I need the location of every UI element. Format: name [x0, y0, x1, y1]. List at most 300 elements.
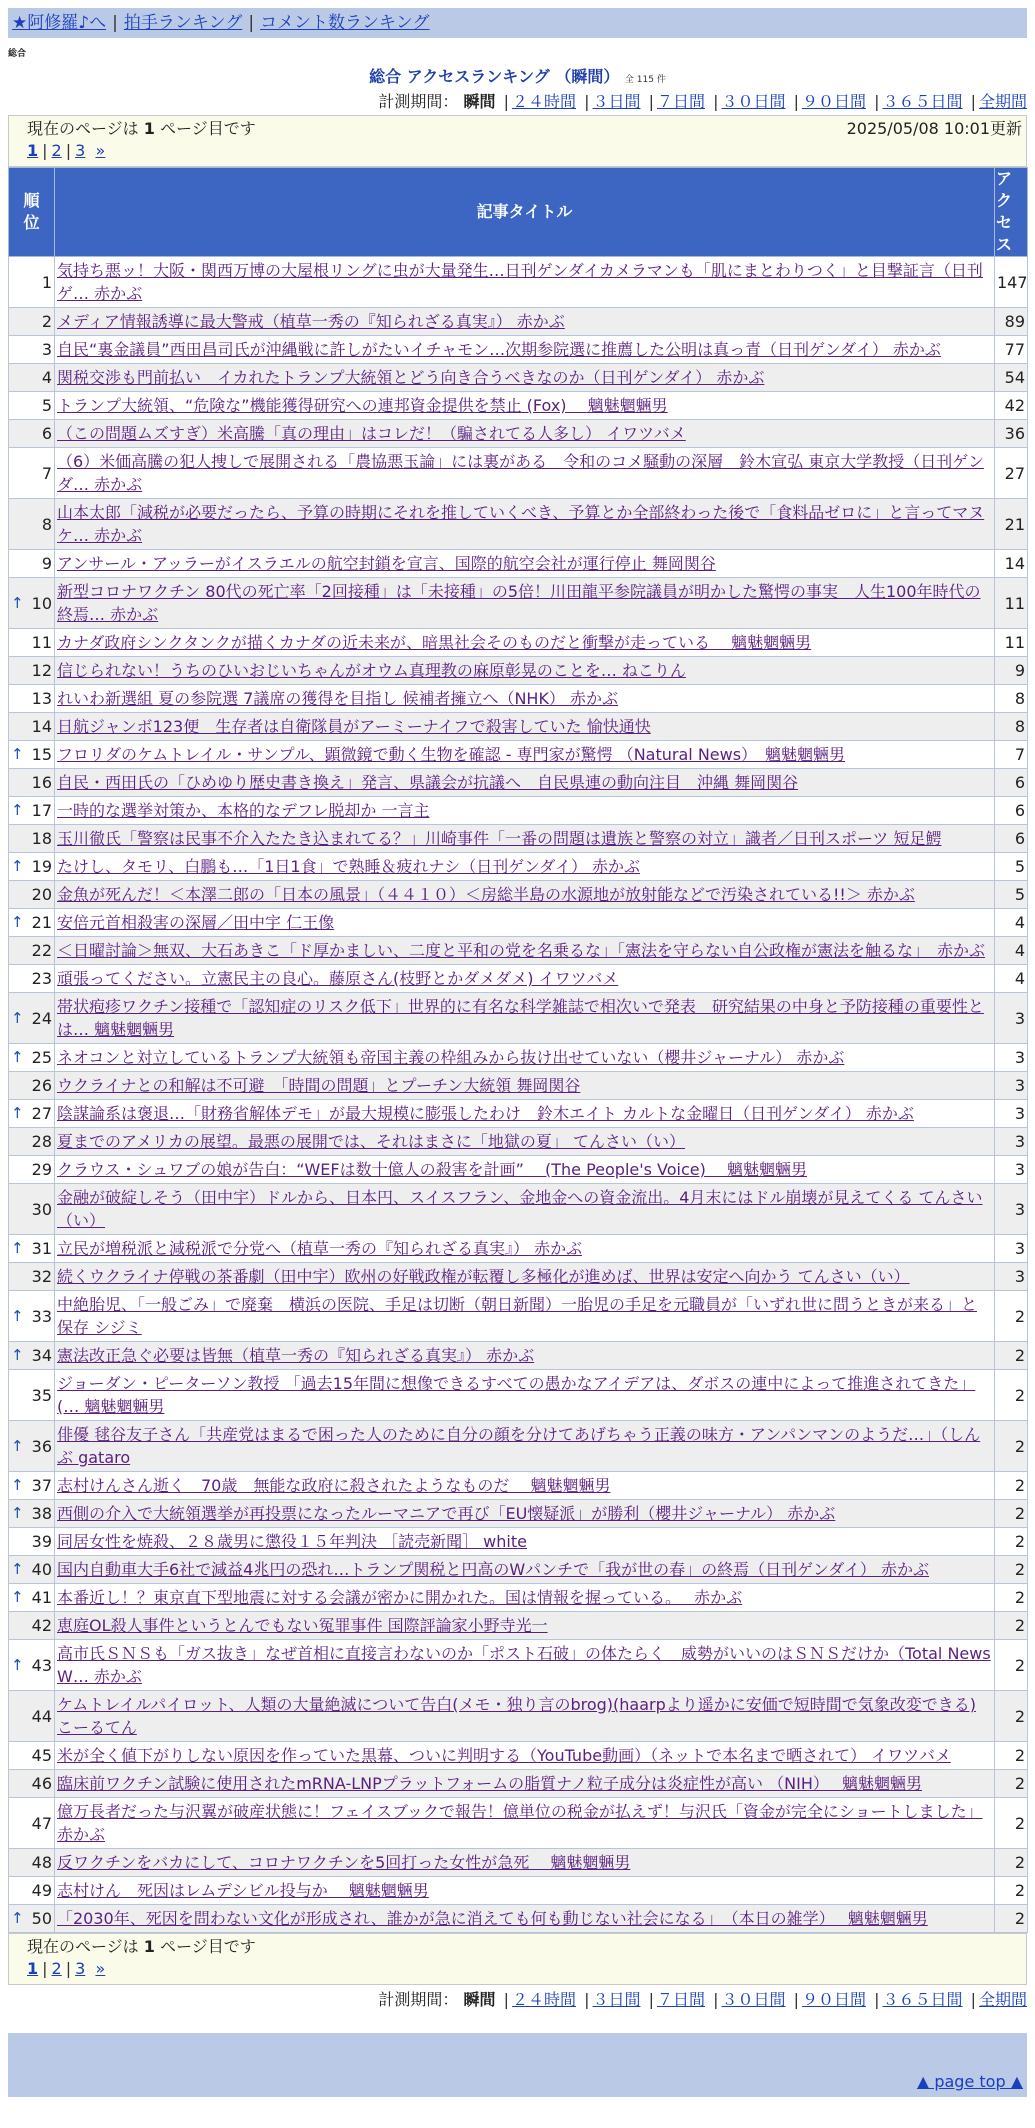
rank-cell — [9, 937, 55, 965]
rank-number: 50 — [31, 1909, 52, 1928]
article-title-link[interactable]: 憲法改正急ぐ必要は皆無（植草一秀の『知られざる真実』） 赤かぶ — [57, 1346, 535, 1365]
rank-number: 1 — [41, 272, 52, 292]
rank-cell — [9, 1640, 55, 1691]
table-row — [9, 420, 1028, 448]
access-count: 2 — [995, 1877, 1028, 1905]
table-row — [9, 629, 1028, 657]
rank-cell — [9, 881, 55, 909]
rank-up-arrow-icon: ↑ — [11, 1476, 24, 1494]
article-title-link[interactable]: 信じられない！うちのひいおじいちゃんがオウム真理教の麻原彰晃のことを… ねこりん — [57, 661, 686, 680]
rank-number: 44 — [31, 1706, 52, 1726]
nav-link-comment-ranking[interactable]: コメント数ランキング — [260, 13, 430, 33]
article-title-link[interactable]: 新型コロナワクチン 80代の死亡率「2回接種」は「未接種」の5倍！川田龍平参院議員が明かした驚愕の事実 人生100年時代の終焉… 赤かぶ — [57, 582, 981, 624]
rank-cell — [9, 1612, 55, 1640]
table-header-row — [9, 168, 1028, 257]
period-link-24h[interactable]: ２４時間 — [511, 1990, 576, 2009]
article-title-link[interactable]: カナダ政府シンクタンクが描くカナダの近未来が、暗黒社会そのものだと衝撃が走っている 魑魅魍魎男 — [57, 633, 812, 652]
access-count: 7 — [995, 741, 1028, 769]
rank-number: 16 — [31, 773, 52, 792]
rank-number: 36 — [31, 1436, 52, 1456]
article-title-link[interactable]: 同居女性を焼殺、２８歳男に懲役１５年判決 ［読売新聞］ white — [57, 1532, 527, 1551]
article-title-link[interactable]: 西側の介入で大統領選挙が再投票になったルーマニアで再び「EU懐疑派」が勝利（櫻井ジャーナル） 赤かぶ — [57, 1504, 836, 1523]
table-row — [9, 713, 1028, 741]
article-title-link[interactable]: 関税交渉も門前払い イカれたトランプ大統領とどう向き合うべきなのか（日刊ゲンダイ） 赤かぶ — [57, 368, 765, 387]
rank-up-arrow-icon: ↑ — [11, 745, 24, 763]
article-title-link[interactable]: 高市氏ＳＮＳも「ガス抜き」なぜ首相に直接言わないのか「ポスト石破」の体たらく 威勢がいいのはＳＮＳだけか（Total News W… 赤かぶ — [57, 1644, 991, 1686]
access-count: 2 — [995, 1798, 1028, 1849]
table-row — [9, 1128, 1028, 1156]
table-row — [9, 1877, 1028, 1905]
table-row — [9, 499, 1028, 550]
access-count: 3 — [995, 1156, 1028, 1184]
title-cell — [55, 1128, 995, 1156]
access-count: 6 — [995, 825, 1028, 853]
updated-timestamp: 2025/05/08 10:01更新 — [846, 119, 1022, 138]
period-link-30d[interactable]: ３０日間 — [721, 92, 786, 111]
pager-next[interactable]: » — [95, 141, 106, 160]
table-row — [9, 336, 1028, 364]
title-cell — [55, 550, 995, 578]
article-title-link[interactable]: （この問題ムズすぎ）米高騰「真の理由」はコレだ！（騙されてる人多し） イワツバメ — [57, 424, 686, 443]
rank-cell — [9, 1291, 55, 1342]
rank-cell — [9, 1905, 55, 1933]
period-selector-bottom: 計測期間： 瞬間 | ２４時間 | ３日間 | ７日間 | ３０日間 | ９０日間 | ３６５日間 | 全期間 — [378, 1990, 1027, 2009]
rank-cell — [9, 308, 55, 336]
article-title-link[interactable]: 続くウクライナ停戦の茶番劇（田中宇）欧州の好戦政権が転覆し多極化が進めば、世界は安定へ向かう てんさい（い） — [57, 1267, 910, 1286]
access-count: 36 — [995, 420, 1028, 448]
article-title-link[interactable]: 米が全く値下がりしない原因を作っていた黒幕、ついに判明する（YouTube動画）（ネットで本名まで晒されて） イワツバメ — [57, 1746, 951, 1765]
rank-number: 17 — [31, 801, 52, 820]
access-count: 4 — [995, 965, 1028, 993]
rank-cell — [9, 1184, 55, 1235]
table-row — [9, 1472, 1028, 1500]
total-count: 全 115 件 — [624, 75, 666, 85]
rank-number: 5 — [41, 396, 52, 415]
pager-page-1[interactable]: 1 — [27, 141, 39, 160]
rank-number: 45 — [31, 1746, 52, 1765]
rank-cell — [9, 257, 55, 308]
table-row — [9, 909, 1028, 937]
access-count: 5 — [995, 881, 1028, 909]
access-count: 54 — [995, 364, 1028, 392]
title-cell — [55, 1849, 995, 1877]
article-title-link[interactable]: ウクライナとの和解は不可避 「時間の問題」とプーチン大統領 舞岡関谷 — [57, 1076, 581, 1095]
article-title-link[interactable]: 金魚が死んだ！＜本澤二郎の「日本の風景」（４４１０）＜房総半島の水源地が放射能などで汚染されている!!＞ 赤かぶ — [57, 885, 915, 904]
rank-number: 26 — [31, 1076, 52, 1095]
header-access: アクセス — [995, 168, 1028, 257]
article-title-link[interactable]: 立民が増税派と減税派で分党へ（植草一秀の『知られざる真実』） 赤かぶ — [57, 1239, 583, 1258]
table-row — [9, 1770, 1028, 1798]
table-row — [9, 1044, 1028, 1072]
rank-cell — [9, 1156, 55, 1184]
article-title-link[interactable]: 気持ち悪ッ！大阪・関西万博の大屋根リングに虫が大量発生…日刊ゲンダイカメラマンも「肌にまとわりつく」と目撃証言（日刊ゲ… 赤かぶ — [57, 261, 983, 303]
article-title-link[interactable]: 恵庭OL殺人事件というとんでもない冤罪事件 国際評論家小野寺光一 — [57, 1616, 548, 1635]
table-row — [9, 257, 1028, 308]
rank-number: 14 — [31, 717, 52, 736]
pager-page-2[interactable]: 2 — [51, 1959, 62, 1978]
rank-number: 48 — [31, 1853, 52, 1872]
rank-cell — [9, 1235, 55, 1263]
rank-up-arrow-icon: ↑ — [11, 593, 24, 612]
title-cell — [55, 1612, 995, 1640]
access-count: 89 — [995, 308, 1028, 336]
access-count: 5 — [995, 853, 1028, 881]
rank-up-arrow-icon: ↑ — [11, 1909, 24, 1927]
pager-top: 1 | 2 | 3 » — [27, 141, 106, 160]
current-page-number: 1 — [143, 1937, 155, 1956]
table-row — [9, 657, 1028, 685]
article-title-link[interactable]: （6）米価高騰の犯人捜しで展開される「農協悪玉論」には裏がある 令和のコメ騒動の深層 鈴木宣弘 東京大学教授（日刊ゲンダ… 赤かぶ — [57, 452, 984, 494]
title-cell — [55, 1905, 995, 1933]
title-cell — [55, 1291, 995, 1342]
table-row — [9, 741, 1028, 769]
nav-separator: | — [112, 13, 118, 33]
pager-page-3[interactable]: 3 — [75, 141, 86, 160]
access-count: 8 — [995, 685, 1028, 713]
rank-number: 7 — [41, 463, 52, 483]
access-count: 4 — [995, 909, 1028, 937]
nav-separator: | — [248, 13, 255, 33]
period-link-3d[interactable]: ３日間 — [592, 1990, 641, 2009]
period-link-90d[interactable]: ９０日間 — [801, 92, 866, 111]
table-row — [9, 1263, 1028, 1291]
article-title-link[interactable]: メディア情報誘導に最大警戒（植草一秀の『知られざる真実』） 赤かぶ — [57, 312, 565, 331]
period-link-all[interactable]: 全期間 — [978, 1990, 1027, 2009]
rank-up-arrow-icon: ↑ — [11, 1239, 24, 1257]
rank-up-arrow-icon: ↑ — [11, 1008, 24, 1027]
article-title-link[interactable]: 「2030年、死因を問わない文化が形成され、誰かが急に消えても何も動じない社会になる」 （本日の雑学） 魑魅魍魎男 — [57, 1909, 928, 1928]
title-cell — [55, 308, 995, 336]
rank-cell — [9, 1798, 55, 1849]
title-cell — [55, 769, 995, 797]
rank-cell — [9, 392, 55, 420]
article-title-link[interactable]: トランプ大統領、“危険な”機能獲得研究への連邦資金提供を禁止 (Fox) 魑魅魍魎男 — [57, 396, 668, 415]
article-title-link[interactable]: 金融が破綻しそう（田中宇）ドルから、日本円、スイスフラン、金地金への資金流出。4月末にはドル崩壊が見えてくる てんさい（い） — [57, 1188, 983, 1230]
table-row — [9, 1100, 1028, 1128]
rank-number: 33 — [31, 1306, 52, 1326]
rank-number: 2 — [41, 312, 52, 331]
table-row — [9, 769, 1028, 797]
title-cell — [55, 1235, 995, 1263]
rank-number: 43 — [31, 1655, 52, 1675]
pager-page-2[interactable]: 2 — [51, 141, 62, 160]
period-link-365d[interactable]: ３６５日間 — [882, 1990, 963, 2009]
rank-number: 41 — [31, 1588, 52, 1607]
table-row — [9, 448, 1028, 499]
rank-cell — [9, 1128, 55, 1156]
access-count: 2 — [995, 1342, 1028, 1370]
access-count: 9 — [995, 657, 1028, 685]
ranking-table — [8, 167, 1028, 1933]
article-title-link[interactable]: フロリダのケムトレイル・サンプル、顕微鏡で動く生物を確認 - 専門家が驚愕 （Natural News） 魑魅魍魎男 — [57, 745, 846, 764]
table-row — [9, 550, 1028, 578]
rank-up-arrow-icon: ↑ — [11, 801, 24, 819]
rank-number: 20 — [31, 885, 52, 904]
title-cell — [55, 741, 995, 769]
header-title: 記事タイトル — [55, 168, 995, 257]
rank-number: 28 — [31, 1132, 52, 1151]
title-cell — [55, 909, 995, 937]
rank-cell — [9, 1770, 55, 1798]
rank-number: 11 — [31, 633, 52, 652]
period-link-7d[interactable]: ７日間 — [656, 92, 705, 111]
access-count: 3 — [995, 1072, 1028, 1100]
rank-number: 6 — [41, 424, 52, 443]
table-row — [9, 1342, 1028, 1370]
table-row — [9, 364, 1028, 392]
title-cell — [55, 937, 995, 965]
access-count: 2 — [995, 1849, 1028, 1877]
page-title-row — [0, 64, 1035, 87]
rank-number: 42 — [31, 1616, 52, 1635]
rank-up-arrow-icon: ↑ — [11, 1436, 24, 1455]
access-count: 2 — [995, 1421, 1028, 1472]
rank-number: 46 — [31, 1774, 52, 1793]
access-count: 3 — [995, 1235, 1028, 1263]
title-cell — [55, 965, 995, 993]
rank-number: 40 — [31, 1560, 52, 1579]
period-label: 計測期間： — [378, 1990, 459, 2009]
title-cell — [55, 364, 995, 392]
rank-cell — [9, 825, 55, 853]
article-title-link[interactable]: 陰謀論系は褒退…「財務省解体デモ」が最大規模に膨張したわけ 鈴木エイト カルトな金曜日（日刊ゲンダイ） 赤かぶ — [57, 1104, 914, 1123]
title-cell — [55, 336, 995, 364]
title-cell — [55, 1370, 995, 1421]
table-row — [9, 853, 1028, 881]
pager-bottom: 1 | 2 | 3 » — [27, 1959, 106, 1978]
table-row — [9, 1235, 1028, 1263]
title-cell — [55, 1263, 995, 1291]
article-title-link[interactable]: 帯状疱疹ワクチン接種で「認知症のリスク低下」世界的に有名な科学雑誌で相次いで発表 研究結果の中身と予防接種の重要性とは… 魑魅魍魎男 — [57, 997, 984, 1039]
article-title-link[interactable]: ジョーダン・ピーターソン教授 「過去15年間に想像できるすべての愚かなアイデアは、ダボスの連中によって推進されてきた」(… 魑魅魍魎男 — [57, 1374, 976, 1416]
rank-number: 49 — [31, 1881, 52, 1900]
article-title-link[interactable]: 俳優 毬谷友子さん「共産党はまるで困った人のために自分の顔を分けてあげちゃう正義の味方・アンパンマンのようだ…」（しんぶ gataro — [57, 1425, 981, 1467]
rank-number: 37 — [31, 1476, 52, 1495]
title-cell — [55, 1798, 995, 1849]
rank-number: 4 — [41, 368, 52, 387]
table-row — [9, 1612, 1028, 1640]
rank-cell — [9, 1472, 55, 1500]
title-cell — [55, 881, 995, 909]
top-nav-bar — [8, 8, 1027, 38]
title-cell — [55, 797, 995, 825]
table-row — [9, 965, 1028, 993]
access-count: 42 — [995, 392, 1028, 420]
title-cell — [55, 853, 995, 881]
access-count: 2 — [995, 1905, 1028, 1933]
table-row — [9, 1849, 1028, 1877]
rank-cell — [9, 1849, 55, 1877]
rank-cell — [9, 993, 55, 1044]
table-row — [9, 1500, 1028, 1528]
title-cell — [55, 1742, 995, 1770]
article-title-link[interactable]: れいわ新選組 夏の参院選 7議席の獲得を目指し 候補者擁立へ（NHK） 赤かぶ — [57, 689, 619, 708]
rank-number: 24 — [31, 1008, 52, 1028]
table-row — [9, 1370, 1028, 1421]
title-cell — [55, 629, 995, 657]
article-title-link[interactable]: ケムトレイルパイロット、人類の大量絶滅について告白(メモ・独り言のbrog)(haarpより遥かに安価で短時間で気象改変できる) こーるてん — [57, 1695, 976, 1737]
rank-cell — [9, 1044, 55, 1072]
title-cell — [55, 1528, 995, 1556]
title-cell — [55, 392, 995, 420]
article-title-link[interactable]: 志村けん 死因はレムデシビル投与か 魑魅魍魎男 — [57, 1881, 429, 1900]
rank-cell — [9, 1500, 55, 1528]
period-link-24h[interactable]: ２４時間 — [511, 92, 576, 111]
table-row — [9, 937, 1028, 965]
article-title-link[interactable]: 中絶胎児、「一般ごみ」で廃棄 横浜の医院、手足は切断（朝日新聞）一胎児の手足を元職員が「いずれ世に問うときが来る」と保存 シジミ — [57, 1295, 978, 1337]
rank-cell — [9, 1342, 55, 1370]
access-count: 21 — [995, 499, 1028, 550]
article-title-link[interactable]: ＜日曜討論＞無双、大石あきこ「ド厚かましい、二度と平和の党を名乗るな」「憲法を守らない自公政権が憲法を触るな」 赤かぶ — [57, 941, 986, 960]
rank-cell — [9, 1742, 55, 1770]
title-cell — [55, 825, 995, 853]
rank-number: 18 — [31, 829, 52, 848]
article-title-link[interactable]: 安倍元首相殺害の深層／田中宇 仁王像 — [57, 913, 335, 932]
access-count: 2 — [995, 1556, 1028, 1584]
header-rank: 順位 — [9, 168, 55, 257]
table-row — [9, 1905, 1028, 1933]
page-title: 総合 アクセスランキング （瞬間） — [369, 67, 620, 86]
page-info-bottom — [8, 1933, 1027, 1985]
title-cell — [55, 713, 995, 741]
article-title-link[interactable]: 志村けんさん逝く 70歳 無能な政府に殺されたようなものだ 魑魅魍魎男 — [57, 1476, 611, 1495]
rank-cell — [9, 769, 55, 797]
rank-cell — [9, 1072, 55, 1100]
rank-cell — [9, 499, 55, 550]
rank-number: 10 — [31, 593, 52, 613]
rank-cell — [9, 550, 55, 578]
access-count: 2 — [995, 1500, 1028, 1528]
access-count: 3 — [995, 1128, 1028, 1156]
article-title-link[interactable]: 反ワクチンをバカにして、コロナワクチンを5回打った女性が急死 魑魅魍魎男 — [57, 1853, 631, 1872]
title-cell — [55, 1184, 995, 1235]
access-count: 3 — [995, 993, 1028, 1044]
rank-number: 9 — [41, 554, 52, 573]
article-title-link[interactable]: 自民“裏金議員”西田昌司氏が沖縄戦に許しがたいイチャモン…次期参院選に推薦した公明は真っ青（日刊ゲンダイ） 赤かぶ — [57, 340, 941, 359]
article-title-link[interactable]: アンサール・アッラーがイスラエルの航空封鎖を宣言、国際的航空会社が運行停止 舞岡関谷 — [57, 554, 716, 573]
rank-number: 35 — [31, 1385, 52, 1405]
table-row — [9, 685, 1028, 713]
period-label: 計測期間： — [378, 92, 459, 111]
table-row — [9, 308, 1028, 336]
rank-up-arrow-icon: ↑ — [11, 1560, 24, 1578]
table-row — [9, 993, 1028, 1044]
rank-cell — [9, 1370, 55, 1421]
current-page-number: 1 — [143, 119, 155, 138]
title-cell — [55, 1691, 995, 1742]
article-title-link[interactable]: 夏までのアメリカの展望。最悪の展開では、それはまさに「地獄の夏」 てんさい（い） — [57, 1132, 685, 1151]
access-count: 2 — [995, 1528, 1028, 1556]
article-title-link[interactable]: 山本太郎「減税が必要だったら、予算の時期にそれを推していくべき、予算とか全部終わった後で「食料品ゼロに」と言ってマヌケ… 赤かぶ — [57, 503, 985, 545]
rank-number: 21 — [31, 913, 52, 932]
period-link-7d[interactable]: ７日間 — [656, 1990, 705, 2009]
rank-number: 34 — [31, 1346, 52, 1365]
rank-number: 23 — [31, 969, 52, 988]
rank-cell — [9, 741, 55, 769]
period-link-30d[interactable]: ３０日間 — [721, 1990, 786, 2009]
article-title-link[interactable]: 本番近し！？東京直下型地震に対する会議が密かに開かれた。国は情報を握っている。 赤かぶ — [57, 1588, 743, 1607]
access-count: 3 — [995, 1263, 1028, 1291]
article-title-link[interactable]: ネオコンと対立しているトランプ大統領も帝国主義の枠組みから抜け出せていない（櫻井ジャーナル） 赤かぶ — [57, 1048, 845, 1067]
article-title-link[interactable]: 臨床前ワクチン試験に使用されたmRNA-LNPプラットフォームの脂質ナノ粒子成分は炎症性が高い （NIH） 魑魅魍魎男 — [57, 1774, 922, 1793]
access-count: 11 — [995, 578, 1028, 629]
rank-number: 25 — [31, 1048, 52, 1067]
rank-number: 12 — [31, 661, 52, 680]
pager-page-3[interactable]: 3 — [75, 1959, 86, 1978]
pager-page-1[interactable]: 1 — [27, 1959, 39, 1978]
rank-up-arrow-icon: ↑ — [11, 857, 24, 875]
title-cell — [55, 257, 995, 308]
rank-up-arrow-icon: ↑ — [11, 1104, 24, 1122]
access-count: 11 — [995, 629, 1028, 657]
access-count: 2 — [995, 1370, 1028, 1421]
access-count: 3 — [995, 1100, 1028, 1128]
table-row — [9, 1798, 1028, 1849]
table-row — [9, 1421, 1028, 1472]
period-current: 瞬間 — [463, 1990, 496, 2009]
table-row — [9, 392, 1028, 420]
article-title-link[interactable]: 国内自動車大手6社で減益4兆円の恐れ…トランプ関税と円高のWパンチで「我が世の春」の終焉（日刊ゲンダイ） 赤かぶ — [57, 1560, 929, 1579]
title-cell — [55, 1342, 995, 1370]
period-link-3d[interactable]: ３日間 — [592, 92, 641, 111]
rank-cell — [9, 336, 55, 364]
period-link-365d[interactable]: ３６５日間 — [882, 92, 963, 111]
nav-link-asyura[interactable]: ★阿修羅♪へ — [12, 13, 107, 33]
rank-up-arrow-icon: ↑ — [11, 1346, 24, 1364]
rank-cell — [9, 1100, 55, 1128]
rank-up-arrow-icon: ↑ — [11, 1588, 24, 1606]
table-row — [9, 1640, 1028, 1691]
access-count: 2 — [995, 1472, 1028, 1500]
rank-cell — [9, 1421, 55, 1472]
table-row — [9, 825, 1028, 853]
rank-cell — [9, 629, 55, 657]
title-cell — [55, 685, 995, 713]
article-title-link[interactable]: たけし、タモリ、白鵬も…「1日1食」で熟睡＆疲れナシ（日刊ゲンダイ） 赤かぶ — [57, 857, 641, 876]
page-info-top — [8, 115, 1027, 167]
access-count: 4 — [995, 937, 1028, 965]
nav-link-applause-ranking[interactable]: 拍手ランキング — [123, 13, 243, 33]
title-cell — [55, 499, 995, 550]
access-count: 6 — [995, 797, 1028, 825]
period-link-all[interactable]: 全期間 — [978, 92, 1027, 111]
access-count: 77 — [995, 336, 1028, 364]
page-top-link[interactable]: ▲ page top ▲ — [916, 2072, 1023, 2091]
article-title-link[interactable]: 自民・西田氏の「ひめゆり歴史書き換え」発言、県議会が抗議へ 自民県連の動向注目 沖縄 舞岡関谷 — [57, 773, 799, 792]
rank-number: 30 — [31, 1199, 52, 1219]
rank-cell — [9, 1528, 55, 1556]
rank-number: 31 — [31, 1239, 52, 1258]
article-title-link[interactable]: 一時的な選挙対策か、本格的なデフレ脱却か 一言主 — [57, 801, 430, 820]
rank-up-arrow-icon: ↑ — [11, 1306, 24, 1325]
article-title-link[interactable]: 頑張ってください。立憲民主の良心。藤原さん(枝野とかダメダメ) イワツバメ — [57, 969, 619, 988]
article-title-link[interactable]: 億万長者だった与沢翼が破産状態に！フェイスブックで報告！億単位の税金が払えず！与沢氏「資金が完全にショートしました」 赤かぶ — [57, 1802, 983, 1844]
rank-number: 15 — [31, 745, 52, 764]
article-title-link[interactable]: 玉川徹氏「警察は民事不介入たたき込まれてる？」川崎事件「一番の問題は遺族と警察の対立」識者／日刊スポーツ 短足鰐 — [57, 829, 942, 848]
pager-next[interactable]: » — [95, 1959, 106, 1978]
title-cell — [55, 448, 995, 499]
access-count: 14 — [995, 550, 1028, 578]
access-count: 2 — [995, 1291, 1028, 1342]
period-link-90d[interactable]: ９０日間 — [801, 1990, 866, 2009]
article-title-link[interactable]: クラウス・シュワブの娘が告白：“WEFは数十億人の殺害を計画” (The People's Voice) 魑魅魍魎男 — [57, 1160, 807, 1179]
table-row — [9, 1528, 1028, 1556]
article-title-link[interactable]: 日航ジャンボ123便 生存者は自衛隊員がアーミーナイフで殺害していた 愉快通快 — [57, 717, 651, 736]
title-cell — [55, 1421, 995, 1472]
rank-cell — [9, 420, 55, 448]
rank-cell — [9, 853, 55, 881]
access-count: 2 — [995, 1584, 1028, 1612]
